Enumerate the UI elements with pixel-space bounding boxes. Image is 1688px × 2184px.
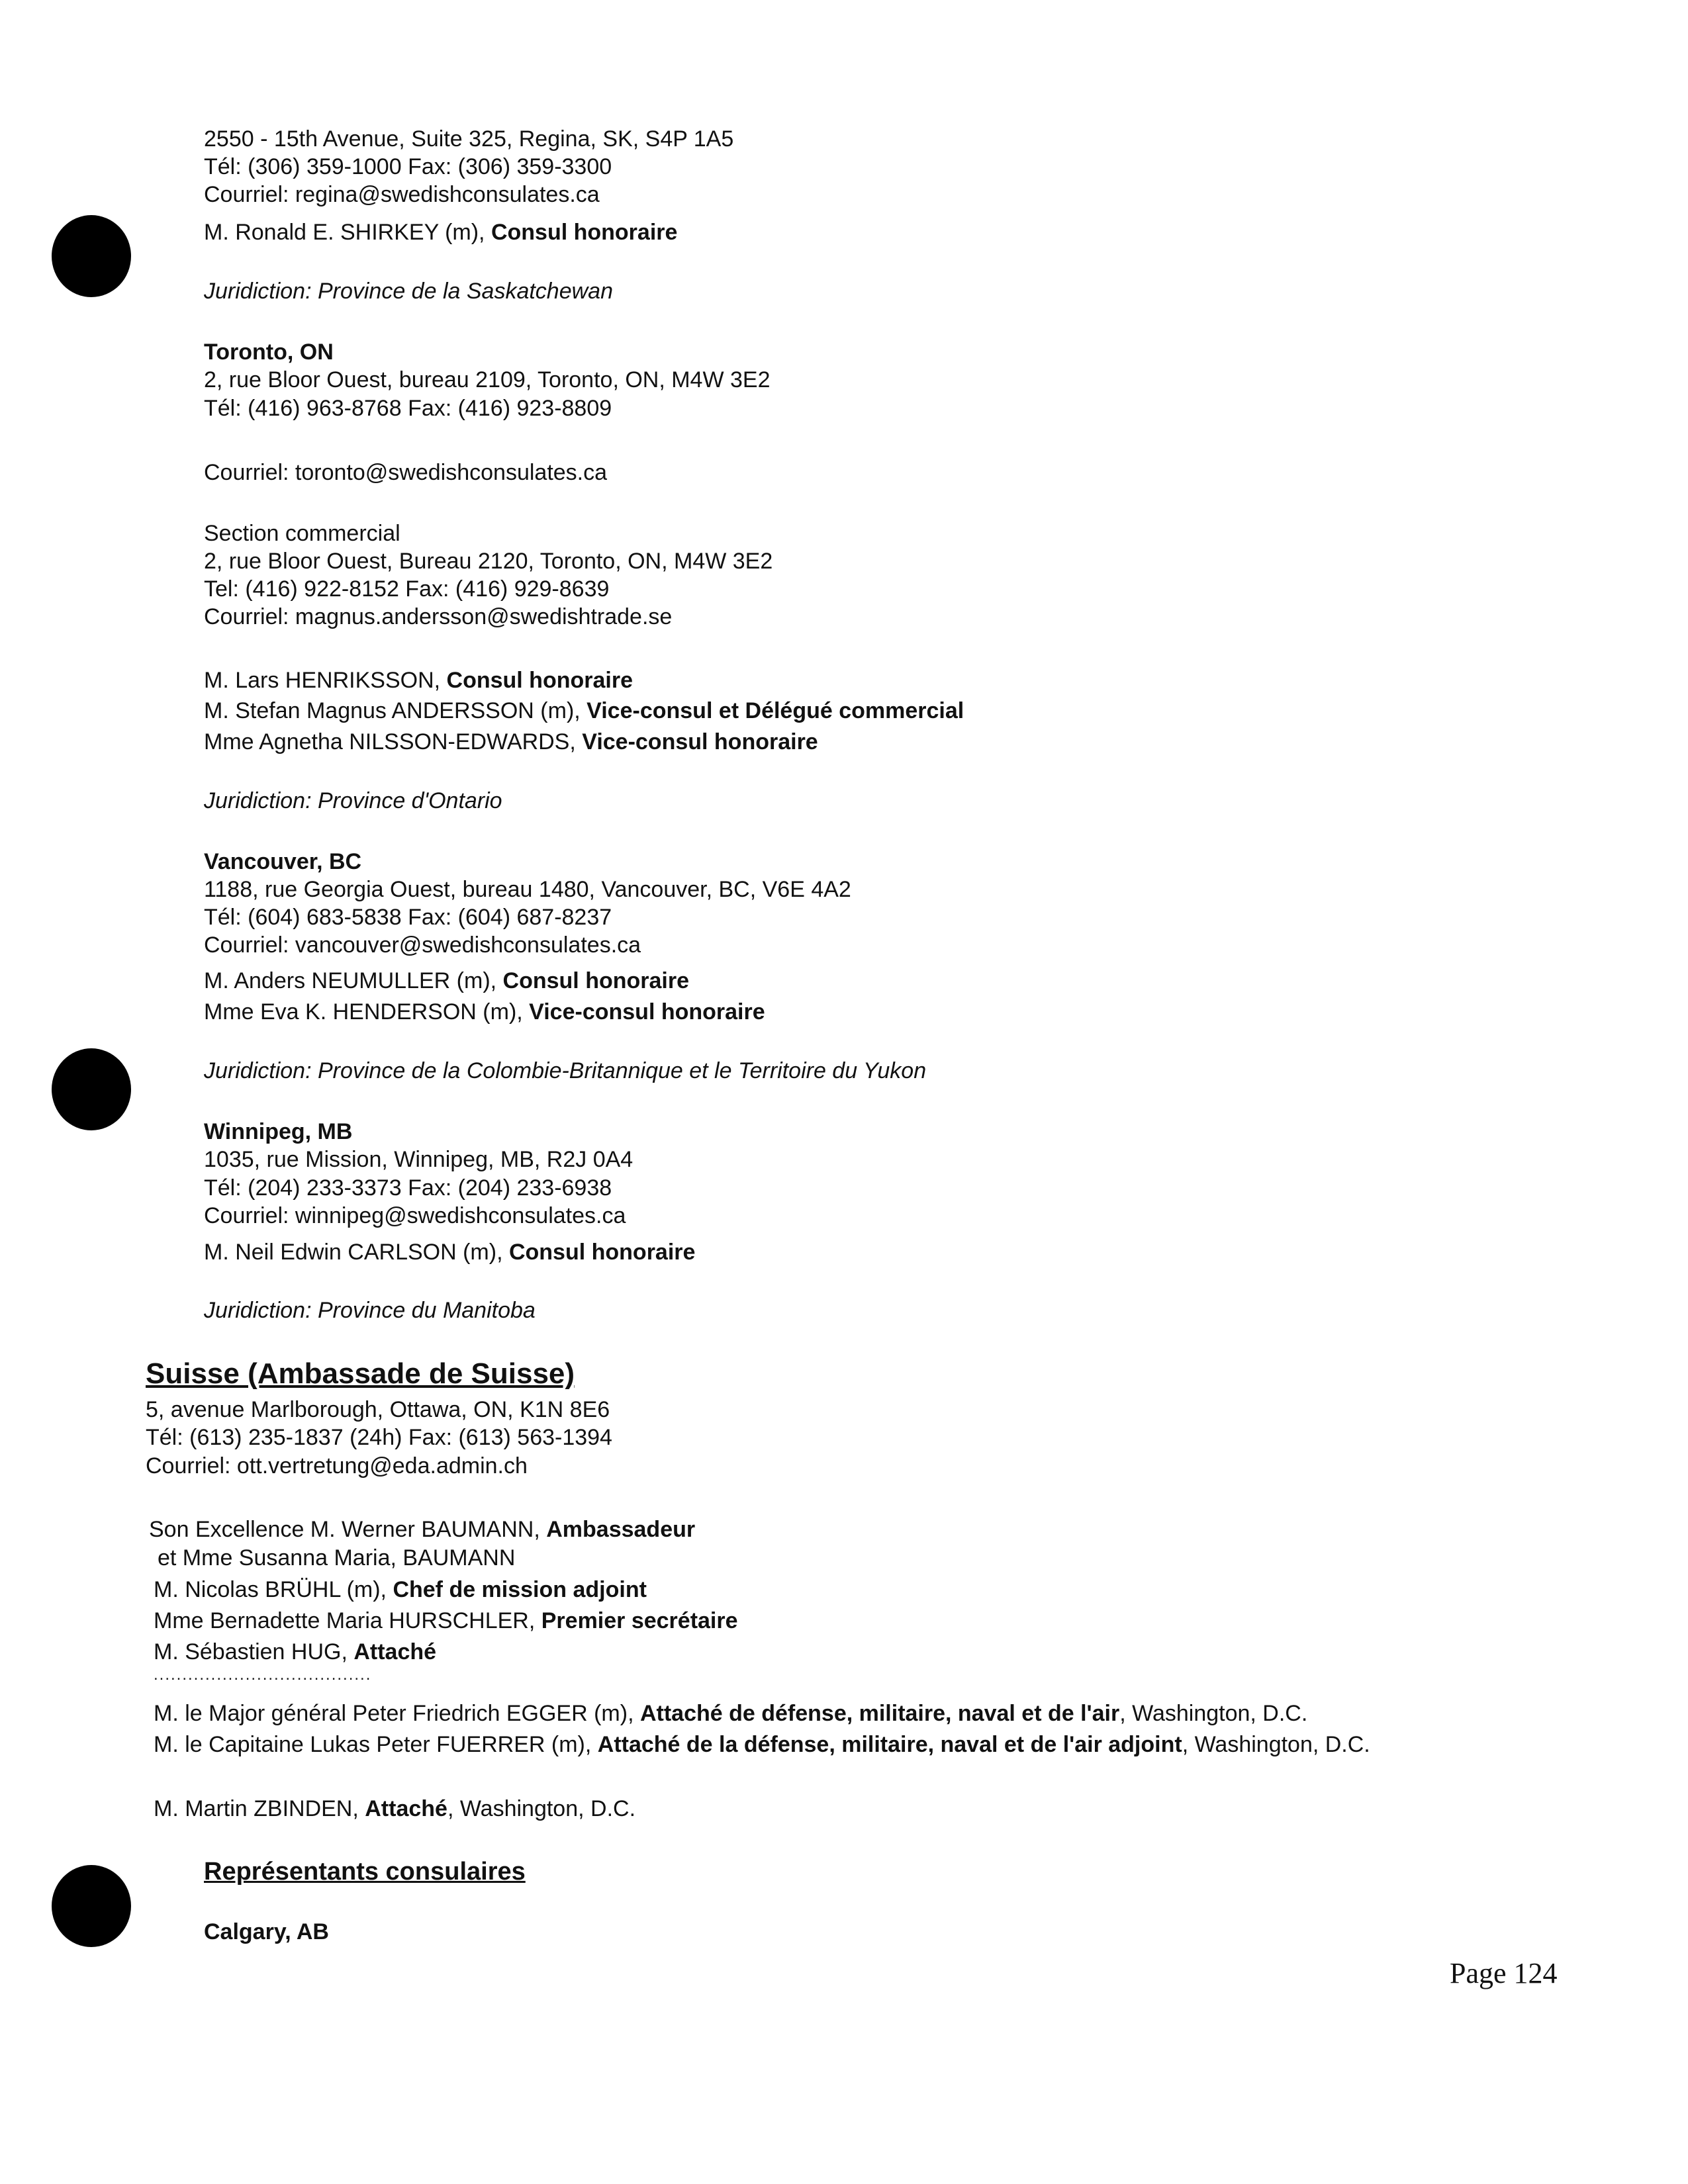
person-location: , Washington, D.C.	[447, 1796, 636, 1821]
suisse-email: Courriel: ott.vertretung@eda.admin.ch	[146, 1453, 528, 1479]
suisse-person-4	[154, 1641, 436, 1663]
suisse-calgary-city: Calgary, AB	[204, 1919, 329, 1944]
regina-phone: Tél: (306) 359-1000 Fax: (306) 359-3300	[204, 154, 612, 179]
person-title: Attaché de défense, militaire, naval et de l'air	[639, 1701, 1120, 1726]
person-name: M. Nicolas BRÜHL (m),	[154, 1577, 393, 1602]
person-title: Attaché	[353, 1639, 437, 1664]
vancouver-phone: Tél: (604) 683-5838 Fax: (604) 687-8237	[204, 905, 612, 930]
winnipeg-email: Courriel: winnipeg@swedishconsulates.ca	[204, 1203, 626, 1228]
punch-hole-top	[52, 215, 131, 297]
vancouver-email: Courriel: vancouver@swedishconsulates.ca	[204, 933, 641, 958]
toronto-person-3	[204, 731, 818, 753]
winnipeg-phone: Tél: (204) 233-3373 Fax: (204) 233-6938	[204, 1175, 612, 1201]
suisse-address: 5, avenue Marlborough, Ottawa, ON, K1N 8E6	[146, 1397, 610, 1422]
regina-jurisdiction: Juridiction: Province de la Saskatchewan	[204, 279, 613, 304]
person-name: M. Stefan Magnus ANDERSSON (m),	[204, 698, 587, 723]
toronto-address: 2, rue Bloor Ouest, bureau 2109, Toronto, ON, M4W 3E2	[204, 367, 771, 392]
person-title: Consul honoraire	[491, 220, 678, 245]
person-name: M. le Major général Peter Friedrich EGGER (m),	[154, 1701, 640, 1726]
suisse-person-2	[154, 1578, 647, 1601]
person-name: M. Neil Edwin CARLSON (m),	[204, 1240, 509, 1265]
suisse-person-1-spouse: et Mme Susanna Maria, BAUMANN	[158, 1545, 516, 1570]
person-name: Mme Agnetha NILSSON-EDWARDS,	[204, 729, 583, 754]
person-title: Chef de mission adjoint	[393, 1577, 647, 1602]
person-title: Ambassadeur	[546, 1517, 696, 1542]
regina-address: 2550 - 15th Avenue, Suite 325, Regina, SK, S4P 1A5	[204, 126, 734, 152]
regina-email: Courriel: regina@swedishconsulates.ca	[204, 182, 600, 207]
person-title: Consul honoraire	[502, 968, 689, 993]
person-name: M. Sébastien HUG,	[154, 1639, 354, 1664]
person-name: M. Lars HENRIKSSON,	[204, 668, 447, 693]
winnipeg-city: Winnipeg, MB	[204, 1119, 353, 1144]
toronto-section-email: Courriel: magnus.andersson@swedishtrade.se	[204, 604, 673, 629]
suisse-subheading: Représentants consulaires	[204, 1858, 526, 1886]
dotted-separator: ......................................	[154, 1666, 372, 1684]
person-title: Vice-consul et Délégué commercial	[586, 698, 964, 723]
suisse-person-1	[149, 1518, 695, 1541]
person-title: Vice-consul honoraire	[582, 729, 818, 754]
page-number: Page 124	[1450, 1957, 1558, 1989]
winnipeg-jurisdiction: Juridiction: Province du Manitoba	[204, 1298, 536, 1323]
person-name: M. Anders NEUMULLER (m),	[204, 968, 503, 993]
vancouver-person-2	[204, 1001, 765, 1023]
person-name: M. le Capitaine Lukas Peter FUERRER (m),	[154, 1732, 598, 1757]
person-location: , Washington, D.C.	[1119, 1701, 1308, 1726]
person-title: Vice-consul honoraire	[529, 999, 765, 1024]
suisse-person-7	[154, 1797, 635, 1820]
person-title: Attaché de la défense, militaire, naval et de l'air adjoint	[597, 1732, 1182, 1757]
person-name: M. Ronald E. SHIRKEY (m),	[204, 220, 491, 245]
suisse-person-3	[154, 1610, 738, 1632]
person-title: Attaché	[365, 1796, 447, 1821]
toronto-phone: Tél: (416) 963-8768 Fax: (416) 923-8809	[204, 396, 612, 421]
toronto-section-title: Section commercial	[204, 521, 400, 546]
person-name: M. Martin ZBINDEN,	[154, 1796, 365, 1821]
toronto-person-2	[204, 700, 964, 722]
person-name: Son Excellence M. Werner BAUMANN,	[149, 1517, 547, 1542]
person-title: Consul honoraire	[446, 668, 633, 693]
punch-hole-bottom	[52, 1865, 131, 1947]
toronto-section-address: 2, rue Bloor Ouest, Bureau 2120, Toronto, ON, M4W 3E2	[204, 549, 773, 574]
winnipeg-address: 1035, rue Mission, Winnipeg, MB, R2J 0A4	[204, 1147, 633, 1172]
toronto-jurisdiction: Juridiction: Province d'Ontario	[204, 788, 502, 813]
suisse-phone: Tél: (613) 235-1837 (24h) Fax: (613) 563-1394	[146, 1425, 612, 1450]
vancouver-jurisdiction: Juridiction: Province de la Colombie-Britannique et le Territoire du Yukon	[204, 1058, 927, 1083]
vancouver-address: 1188, rue Georgia Ouest, bureau 1480, Vancouver, BC, V6E 4A2	[204, 877, 851, 902]
vancouver-city: Vancouver, BC	[204, 849, 362, 874]
vancouver-person-1	[204, 970, 689, 992]
person-title: Consul honoraire	[508, 1240, 696, 1265]
toronto-email: Courriel: toronto@swedishconsulates.ca	[204, 460, 608, 485]
toronto-person-1	[204, 669, 633, 692]
regina-consul	[204, 221, 677, 244]
person-title: Premier secrétaire	[541, 1608, 738, 1633]
person-location: , Washington, D.C.	[1182, 1732, 1370, 1757]
winnipeg-person-1	[204, 1241, 695, 1263]
suisse-person-6	[154, 1733, 1370, 1756]
toronto-city: Toronto, ON	[204, 340, 334, 365]
suisse-heading: Suisse (Ambassade de Suisse)	[146, 1357, 575, 1390]
punch-hole-middle	[52, 1048, 131, 1130]
person-name: Mme Bernadette Maria HURSCHLER,	[154, 1608, 541, 1633]
toronto-section-phone: Tel: (416) 922-8152 Fax: (416) 929-8639	[204, 576, 610, 602]
person-name: Mme Eva K. HENDERSON (m),	[204, 999, 530, 1024]
suisse-person-5	[154, 1702, 1307, 1725]
